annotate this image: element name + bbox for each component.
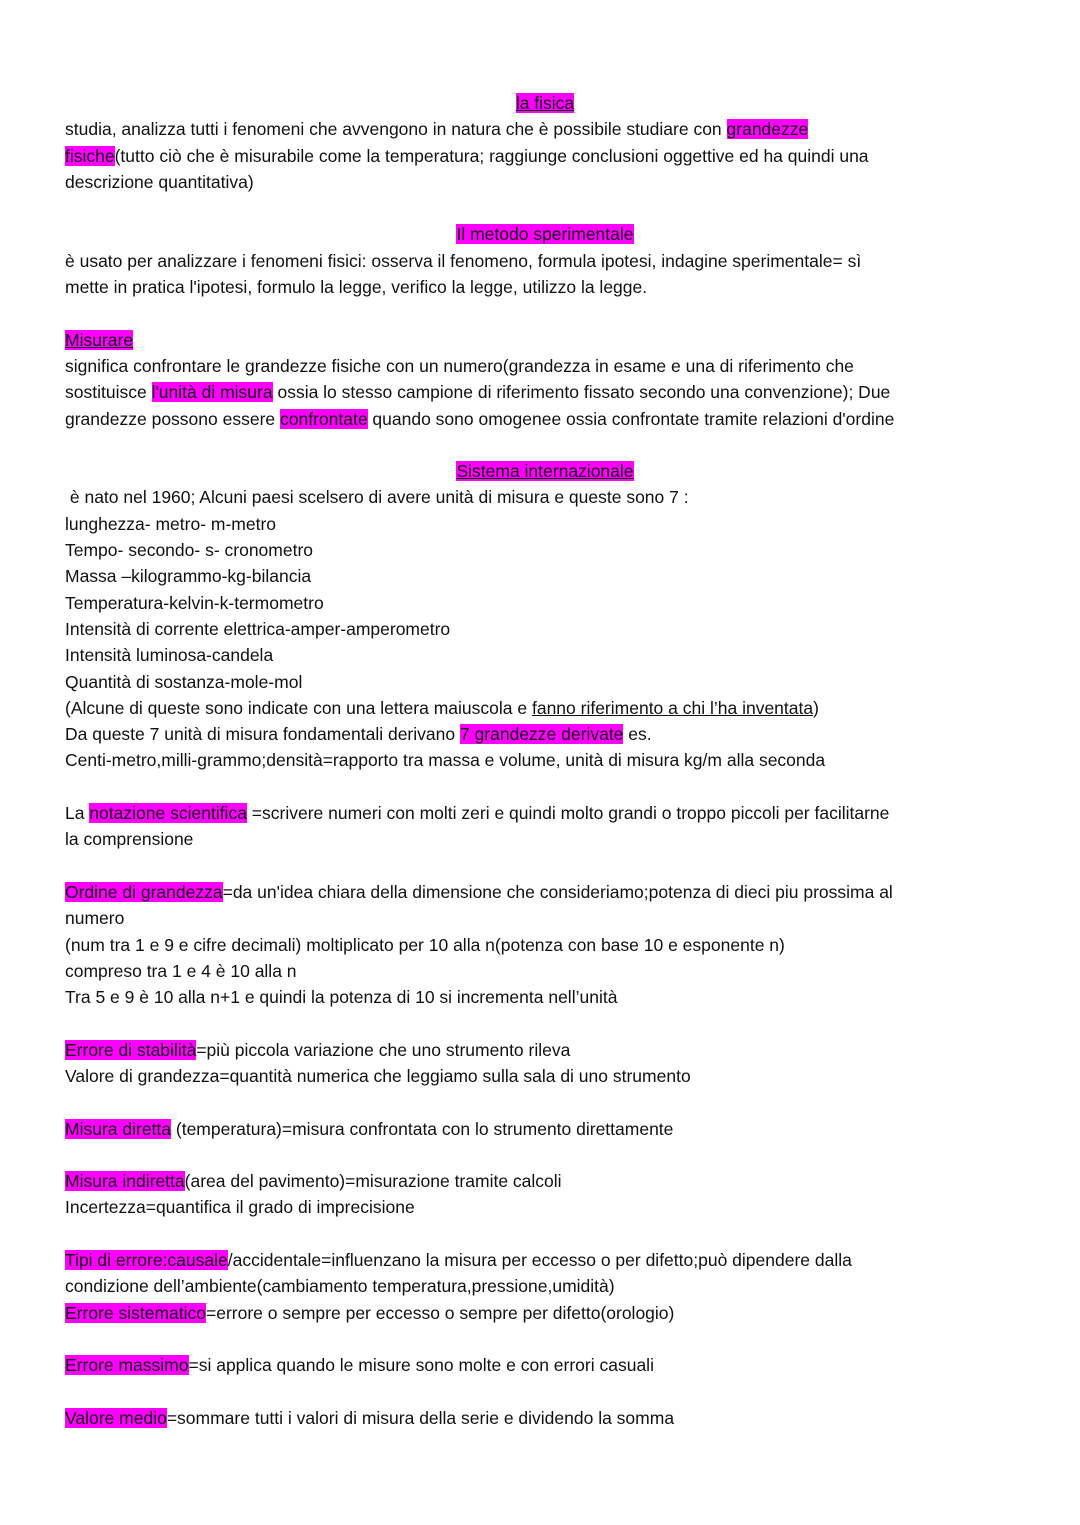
highlight-grandezze: grandezze bbox=[726, 119, 809, 140]
si-derived bbox=[65, 721, 1025, 747]
si-note-close: ) bbox=[813, 697, 819, 718]
highlight-fisiche: fisiche bbox=[65, 145, 115, 166]
spacer bbox=[65, 1221, 1025, 1247]
si-note bbox=[65, 695, 1025, 721]
tipi-line-2: condizione dell’ambiente(cambiamento temperatura,pressione,umidità) bbox=[65, 1276, 615, 1297]
si-unit-item: Temperatura-kelvin-k-termometro bbox=[65, 592, 324, 613]
heading-sistema-internazionale bbox=[65, 458, 1025, 484]
fisica-text-2: (tutto ciò che è misurabile come la temperatura; raggiunge conclusioni oggettive ed ha quindi una bbox=[114, 145, 869, 166]
ordine-text: =da un'idea chiara della dimensione che consideriamo;potenza di dieci piu prossima al bbox=[222, 881, 893, 902]
spacer bbox=[65, 853, 1025, 879]
misurare-line-1: significa confrontare le grandezze fisiche con un numero(grandezza in esame e una di riferimento che bbox=[65, 355, 854, 376]
highlight-tipi-di-errore: Tipi di errore:causale bbox=[65, 1250, 228, 1271]
heading-fisica bbox=[65, 90, 1025, 116]
highlight-misura-indiretta: Misura indiretta bbox=[65, 1171, 185, 1192]
heading-misurare bbox=[65, 327, 1025, 353]
highlight-unita-di-misura: l'unità di misura bbox=[151, 382, 273, 403]
stabilita-line-2: Valore di grandezza=quantità numerica che leggiamo sulla sala di uno strumento bbox=[65, 1065, 691, 1086]
indiretta-line-1 bbox=[65, 1168, 1025, 1194]
fisica-text-1: studia, analizza tutti i fenomeni che avvengono in natura che è possibile studiare con bbox=[65, 119, 727, 140]
notazione-line-1 bbox=[65, 800, 1025, 826]
stabilita-text: =più piccola variazione che uno strumento rileva bbox=[196, 1039, 571, 1060]
ordine-line-3: (num tra 1 e 9 e cifre decimali) moltiplicato per 10 alla n(potenza con base 10 e esponente n) bbox=[65, 934, 785, 955]
si-derived-es: es. bbox=[623, 724, 652, 745]
tipi-line-3 bbox=[65, 1300, 1025, 1326]
spacer bbox=[65, 432, 1025, 458]
indiretta-text: (area del pavimento)=misurazione tramite calcoli bbox=[184, 1171, 562, 1192]
heading-metodo bbox=[65, 221, 1025, 247]
spacer bbox=[65, 1326, 1025, 1352]
ordine-line-2: numero bbox=[65, 908, 125, 929]
ordine-line-4: compreso tra 1 e 4 è 10 alla n bbox=[65, 960, 297, 981]
misurare-line-2 bbox=[65, 379, 1025, 405]
misurare-text-2a: sostituisce bbox=[65, 382, 152, 403]
metodo-line-1: è usato per analizzare i fenomeni fisici: osserva il fenomeno, formula ipotesi, indagine sperimentale= sì bbox=[65, 250, 862, 271]
si-unit-item: Quantità di sostanza-mole-mol bbox=[65, 671, 303, 692]
heading-fisica-text: la fisica bbox=[515, 93, 575, 113]
highlight-errore-di-stabilita: Errore di stabilità bbox=[65, 1039, 197, 1060]
massimo-text: =si applica quando le misure sono molte e con errori casuali bbox=[188, 1355, 654, 1376]
si-intro: è nato nel 1960; Alcuni paesi scelsero di avere unità di misura e queste sono 7 : bbox=[65, 487, 689, 508]
highlight-misura-diretta: Misura diretta bbox=[65, 1118, 172, 1139]
heading-misurare-text: Misurare bbox=[65, 329, 134, 350]
highlight-confrontate: confrontate bbox=[280, 408, 368, 429]
highlight-ordine-di-grandezza: Ordine di grandezza bbox=[65, 881, 223, 902]
highlight-errore-sistematico: Errore sistematico bbox=[65, 1302, 207, 1323]
si-unit-item: Intensità di corrente elettrica-amper-amperometro bbox=[65, 618, 451, 639]
sistematico-text: =errore o sempre per eccesso o sempre per difetto(orologio) bbox=[206, 1302, 675, 1323]
si-derived-text: Da queste 7 unità di misura fondamentali derivano bbox=[65, 724, 460, 745]
misurare-text-3a: grandezze possono essere bbox=[65, 408, 280, 429]
spacer bbox=[65, 1089, 1025, 1115]
spacer bbox=[65, 774, 1025, 800]
si-unit-item: lunghezza- metro- m-metro bbox=[65, 513, 277, 534]
notazione-prefix: La bbox=[65, 803, 90, 824]
misurare-text-2b: ossia lo stesso campione di riferimento fissato secondo una convenzione); Due bbox=[272, 382, 891, 403]
fisica-line-1 bbox=[65, 116, 1025, 142]
spacer bbox=[65, 1142, 1025, 1168]
spacer bbox=[65, 1010, 1025, 1036]
notazione-line-2: la comprensione bbox=[65, 829, 194, 850]
stabilita-line-1 bbox=[65, 1037, 1025, 1063]
spacer bbox=[65, 1379, 1025, 1405]
ordine-line-1 bbox=[65, 879, 1025, 905]
si-unit-item: Tempo- secondo- s- cronometro bbox=[65, 540, 314, 561]
si-examples: Centi-metro,milli-grammo;densità=rapporto tra massa e volume, unità di misura kg/m alla seconda bbox=[65, 750, 826, 771]
spacer bbox=[65, 300, 1025, 326]
ordine-line-5: Tra 5 e 9 è 10 alla n+1 e quindi la potenza di 10 si incrementa nell’unità bbox=[65, 987, 618, 1008]
notazione-text: =scrivere numeri con molti zeri e quindi molto grandi o troppo piccoli per facilitarne bbox=[246, 803, 890, 824]
massimo-line bbox=[65, 1352, 1025, 1378]
diretta-text: (temperatura)=misura confrontata con lo strumento direttamente bbox=[171, 1118, 674, 1139]
diretta-line bbox=[65, 1116, 1025, 1142]
heading-si-text: Sistema internazionale bbox=[456, 461, 634, 482]
fisica-line-2 bbox=[65, 143, 1025, 169]
document-body bbox=[65, 90, 1025, 1431]
underlined-riferimento: fanno riferimento a chi l’ha inventata bbox=[531, 697, 814, 718]
spacer bbox=[65, 195, 1025, 221]
tipi-text: /accidentale=influenzano la misura per eccesso o per difetto;può dipendere dalla bbox=[227, 1250, 852, 1271]
si-note-text: (Alcune di queste sono indicate con una lettera maiuscola e bbox=[65, 697, 532, 718]
metodo-line-2: mette in pratica l'ipotesi, formulo la legge, verifico la legge, utilizzo la legge. bbox=[65, 277, 648, 298]
misurare-line-3 bbox=[65, 406, 1025, 432]
fisica-line-3: descrizione quantitativa) bbox=[65, 171, 254, 192]
indiretta-line-2: Incertezza=quantifica il grado di imprecisione bbox=[65, 1197, 415, 1218]
highlight-notazione-scientifica: notazione scientifica bbox=[89, 803, 247, 824]
misurare-text-3b: quando sono omogenee ossia confrontate tramite relazioni d'ordine bbox=[367, 408, 895, 429]
tipi-line-1 bbox=[65, 1247, 1025, 1273]
si-unit-item: Massa –kilogrammo-kg-bilancia bbox=[65, 566, 312, 587]
medio-line bbox=[65, 1405, 1025, 1431]
medio-text: =sommare tutti i valori di misura della serie e dividendo la somma bbox=[166, 1407, 675, 1428]
highlight-valore-medio: Valore medio bbox=[65, 1407, 167, 1428]
si-unit-item: Intensità luminosa-candela bbox=[65, 645, 274, 666]
highlight-errore-massimo: Errore massimo bbox=[65, 1355, 189, 1376]
highlight-grandezze-derivate: 7 grandezze derivate bbox=[459, 724, 624, 745]
heading-metodo-text: Il metodo sperimentale bbox=[456, 224, 634, 245]
